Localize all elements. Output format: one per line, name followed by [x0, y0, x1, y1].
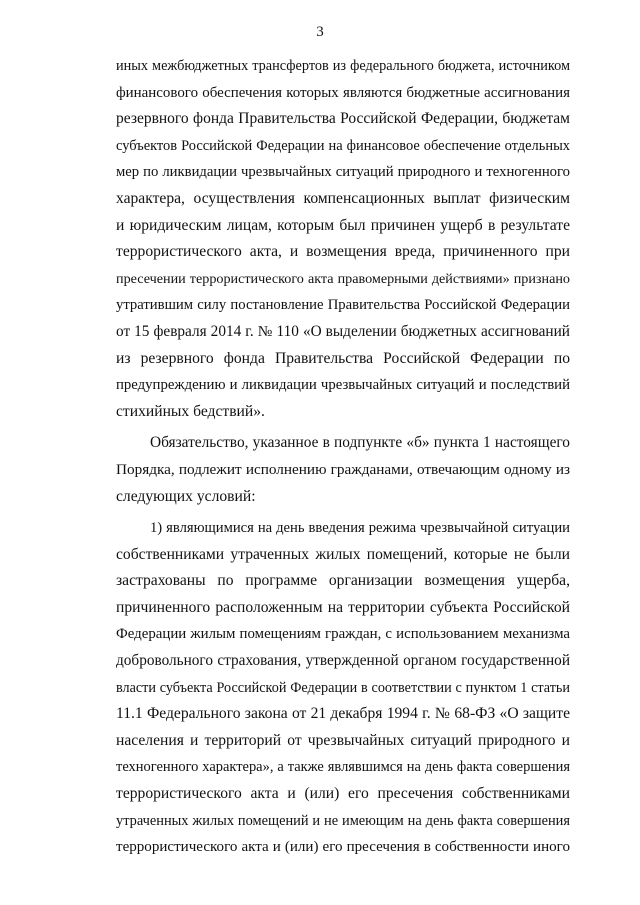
- text-line: террористического акта и (или) его пресечения в собственности иного: [116, 839, 570, 856]
- text-line: утраченных жилых помещений и не имеющим на день факта совершения: [116, 812, 570, 829]
- text-line: пресечении террористического акта правомерными действиями» признано: [116, 270, 570, 287]
- text-line: причиненного расположенным на территории субъекта Российской: [116, 598, 570, 616]
- text-line: террористического акта и (или) его пресечения собственниками: [116, 785, 570, 803]
- paragraph-1: [116, 53, 570, 425]
- text-line: следующих условий:: [116, 487, 256, 505]
- paragraph-2: [116, 430, 570, 510]
- text-line: добровольного страхования, утвержденной органом государственной: [116, 652, 570, 670]
- text-line: характера, осуществления компенсационных выплат физическим: [116, 189, 570, 207]
- paragraph-3: [116, 515, 570, 861]
- text-line: субъектов Российской Федерации на финансовое обеспечение отдельных: [116, 137, 570, 154]
- text-line: и юридическим лицам, которым был причинен ущерб в результате: [116, 216, 570, 234]
- text-line: власти субъекта Российской Федерации в соответствии с пунктом 1 статьи: [116, 679, 570, 696]
- text-line: техногенного характера», а также являвшимся на день факта совершения: [116, 759, 570, 776]
- text-line: Обязательство, указанное в подпункте «б» пункта 1 настоящего: [150, 434, 570, 452]
- text-line: резервного фонда Правительства Российской Федерации, бюджетам: [116, 110, 570, 128]
- document-body: [116, 53, 570, 861]
- text-line: Федерации жилым помещениям граждан, с использованием механизма: [116, 626, 570, 643]
- text-line: иных межбюджетных трансфертов из федерального бюджета, источником: [116, 58, 570, 74]
- text-line: застрахованы по программе организации возмещения ущерба,: [116, 572, 570, 590]
- text-line: утратившим силу постановление Правительства Российской Федерации: [116, 297, 570, 314]
- text-line: 11.1 Федерального закона от 21 декабря 1994 г. № 68-ФЗ «О защите: [116, 705, 570, 723]
- text-line: Порядка, подлежит исполнению гражданами, отвечающим одному из: [116, 460, 570, 478]
- text-line: из резервного фонда Правительства Российской Федерации по: [116, 349, 570, 367]
- text-line: финансового обеспечения которых являются бюджетные ассигнования: [116, 84, 570, 101]
- page-number: 3: [316, 24, 324, 40]
- text-line: террористического акта, и возмещения вреда, причиненного при: [116, 243, 570, 261]
- text-line: собственниками утраченных жилых помещений, которые не были: [116, 545, 570, 563]
- text-line: от 15 февраля 2014 г. № 110 «О выделении бюджетных ассигнований: [116, 322, 570, 340]
- text-line: стихийных бедствий».: [116, 402, 265, 420]
- text-line: предупреждению и ликвидации чрезвычайных ситуаций и последствий: [116, 377, 570, 394]
- text-line: 1) являющимися на день введения режима чрезвычайной ситуации: [150, 520, 570, 537]
- text-line: мер по ликвидации чрезвычайных ситуаций природного и техногенного: [116, 164, 570, 181]
- text-line: населения и территорий от чрезвычайных ситуаций природного и: [116, 731, 570, 749]
